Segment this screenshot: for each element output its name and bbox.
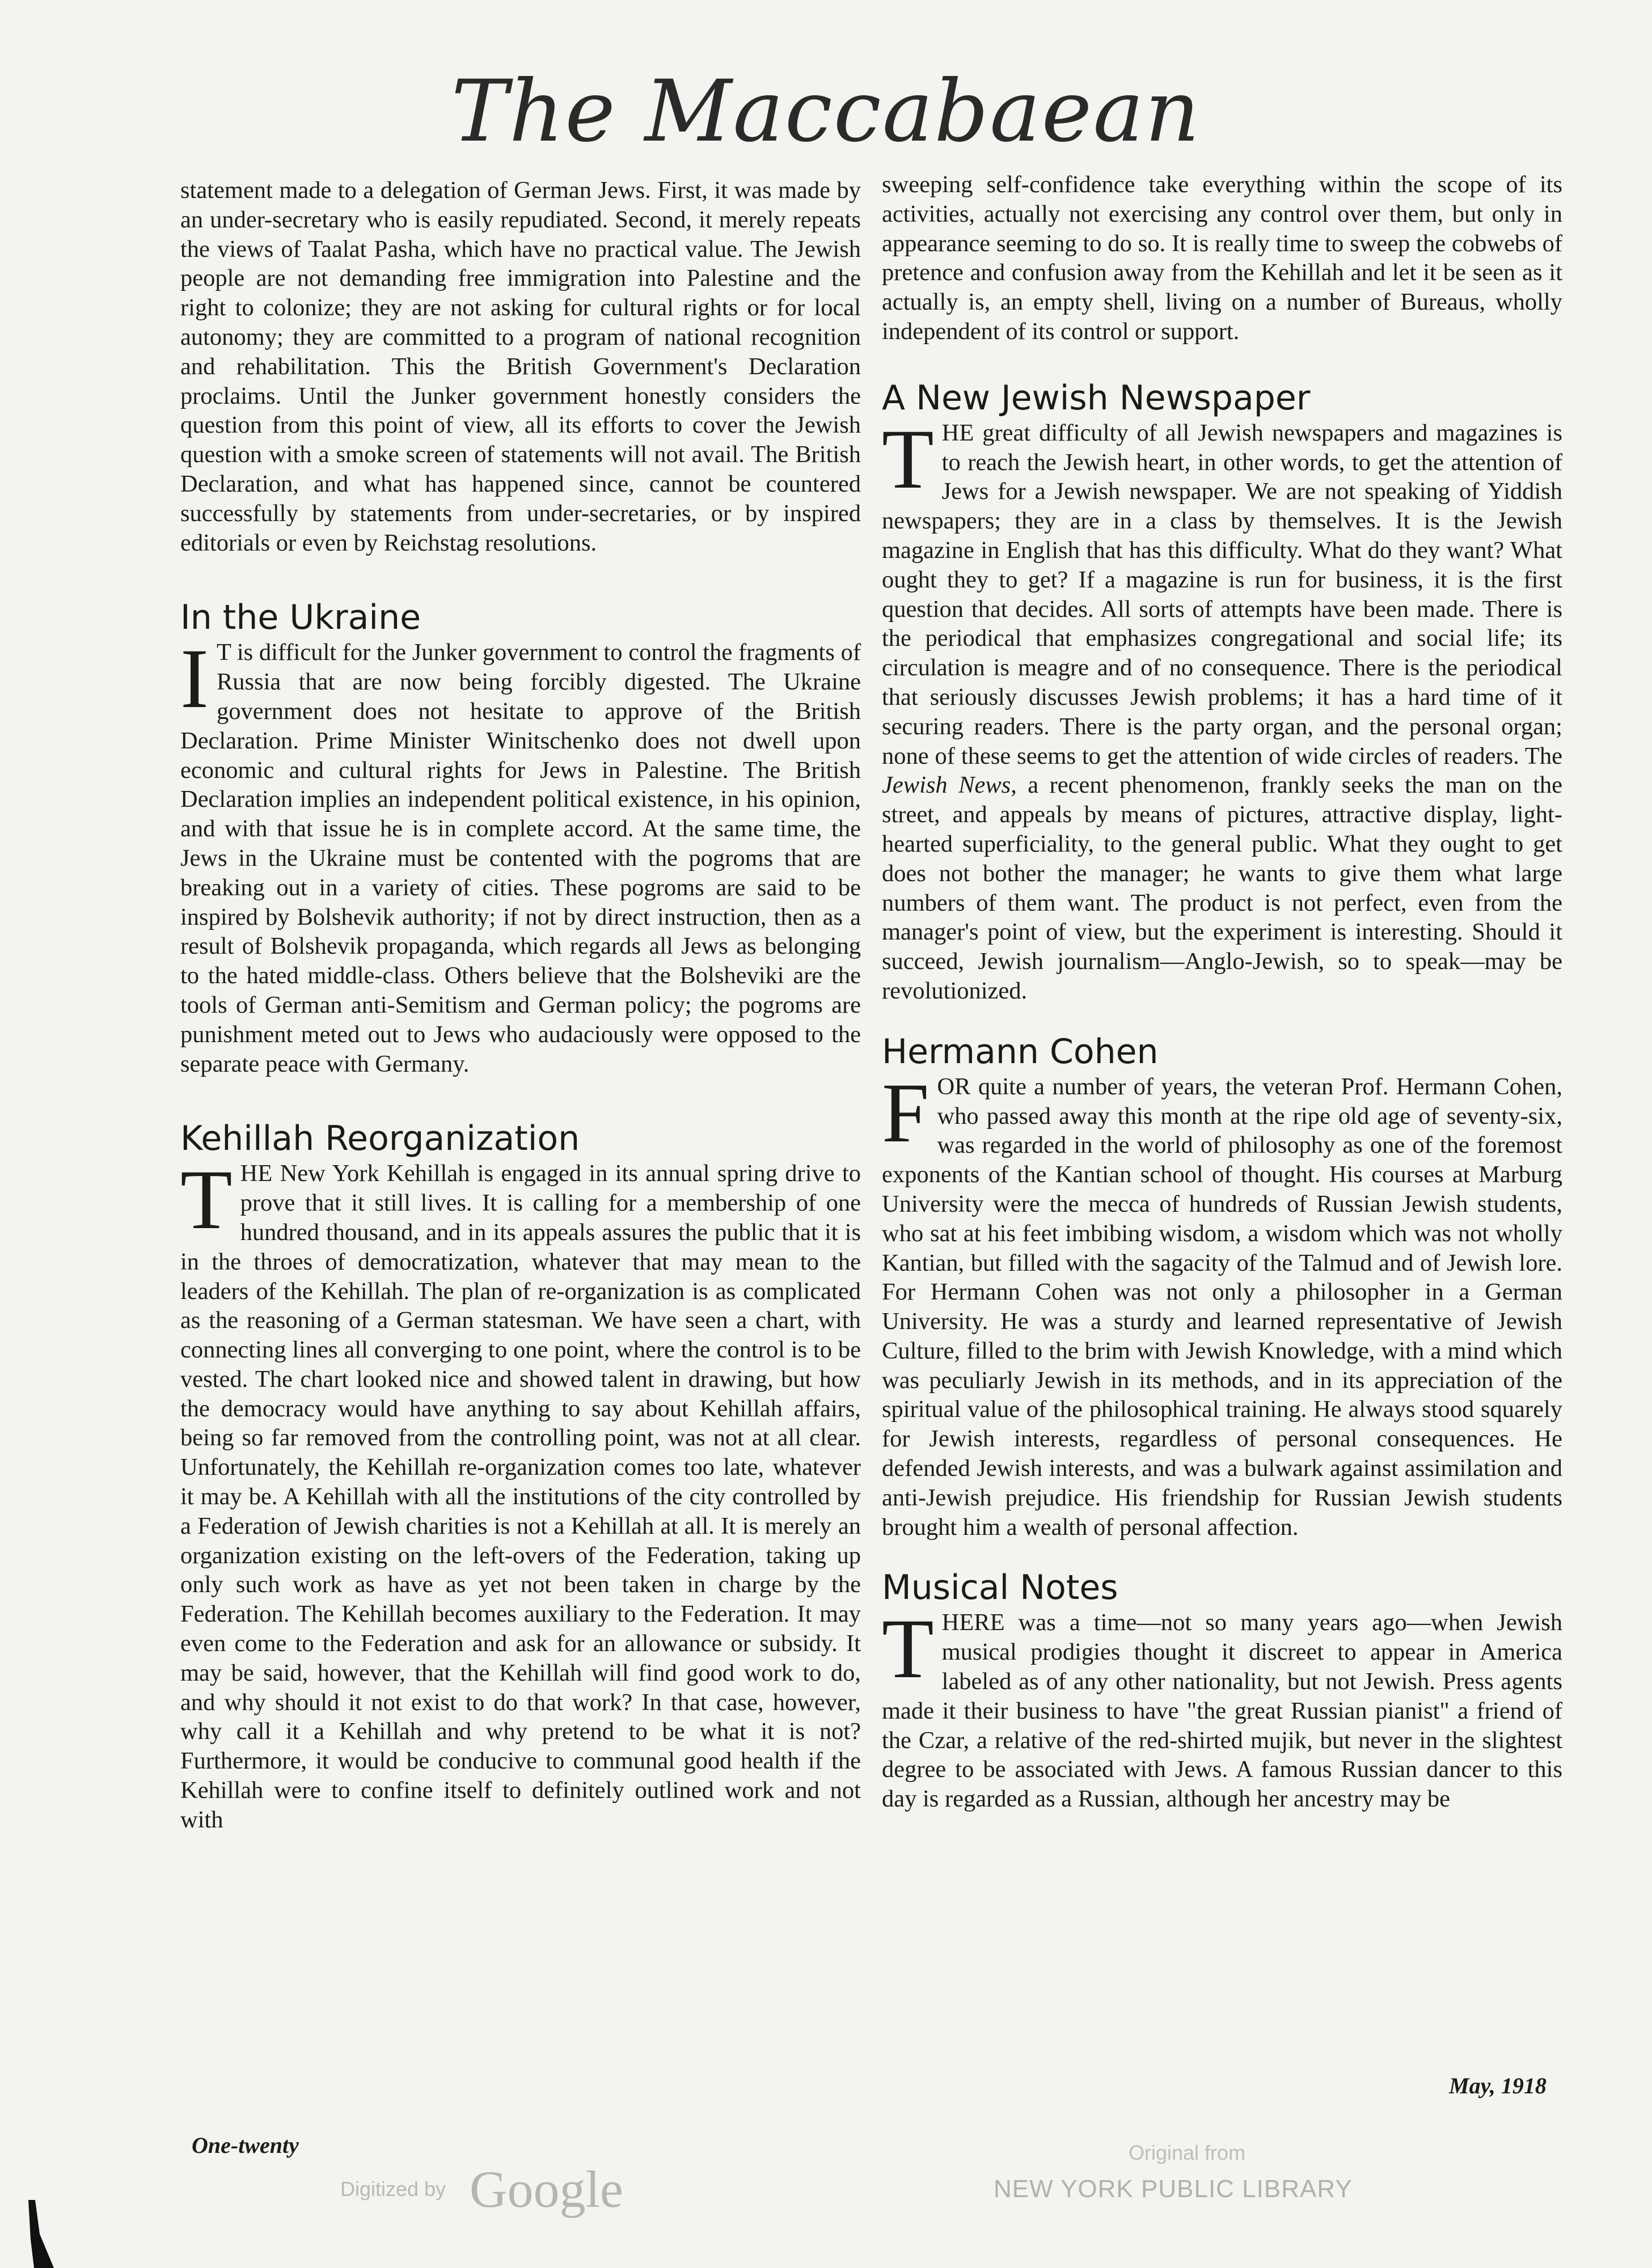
- jewish-news-title: Jewish News: [882, 772, 1011, 799]
- heading-hermann-cohen: Hermann Cohen: [882, 1031, 1159, 1072]
- right-intro-paragraph: sweeping self-confidence take everything within the scope of its activities, actually not exercising any control over them, but only in appearance seeming to do so. It is really time to sweep the cobwebs of pretence and confusion away from the Kehillah and let it be seen as it actually is, an empty shell, living on a number of Bureaus, wholly independent of its control or support.: [882, 171, 1562, 345]
- musical-paragraph: [882, 1602, 1562, 1814]
- section-musical-notes: [882, 1567, 1562, 1814]
- scan-edge-mark: [23, 2200, 57, 2268]
- musical-body: HERE was a time—not so many years ago—when Jewish musical prodigies thought it discreet to appear in America labeled as of any other nationality, but not Jewish. Press agents made it their business to have "the great Russian pianist" a friend of the Czar, a relative of the red-shirted mujik, but never in the slightest degree to be associated with Jews. A famous Russian dancer to this day is regarded as a Russian, although her ancestry may be: [882, 1609, 1562, 1813]
- ukraine-paragraph: [180, 632, 861, 1078]
- newspaper-paragraph: [882, 412, 1562, 1006]
- library-name: NEW YORK PUBLIC LIBRARY: [994, 2175, 1353, 2203]
- kehillah-body: HE New York Kehillah is engaged in its annual spring drive to prove that it still lives. It is calling for a membership of one hundred thousand, and in its appeals assures the public that it is in the throes of democratization, whatever that may mean to the leaders of the Kehillah. The plan of re-organization is as complicated as the reasoning of a German statesman. We have seen a chart, with connecting lines all converging to one point, where the control is to be vested. The chart looked nice and showed talent in drawing, but how the democracy would have anything to say about Kehillah affairs, being so far removed from the controlling point, was not at all clear. Unfortunately, the Kehillah re-organization comes too late, whatever it may be. A Kehillah with all the institutions of the city controlled by a Federation of Jewish charities is not a Kehillah at all. It is merely an organization existing on the left-overs of the Federation, taking up only such work as have as yet not been taken in charge by the Federation. The Kehillah becomes auxiliary to the Federation. It may even come to the Federation and ask for an allowance or subsidy. It may be said, however, that the Kehillah will find good work to do, and why should it not exist to do that work? In that case, however, why call it a Kehillah and why pretend to be what it is not? Furthermore, it would be conducive to communal good health if the Kehillah were to confine itself to definitely outlined work and not with: [180, 1160, 861, 1833]
- cohen-body: OR quite a number of years, the veteran Prof. Hermann Cohen, who passed away this month at the ripe old age of seventy-six, was regarded in the world of philosophy as one of the foremost exponents of the Kantian school of thought. His courses at Marburg University were the mecca of hundreds of Russian Jewish students, who sat at his feet imbibing wisdom, a wisdom which was not wholly Kantian, but filled with the sagacity of the Talmud and of Jewish lore. For Hermann Cohen was not only a philosopher in a German University. He was a sturdy and learned representative of Jewish Culture, filled to the brim with Jewish Knowledge, with a mind which was peculiarly Jewish in its methods, and in its appreciation of the spiritual value of the philosophical training. He always stood squarely for Jewish interests, regardless of personal consequences. He defended Jewish interests, and was a bulwark against assimilation and anti-Jewish prejudice. His friendship for Russian Jewish students brought him a wealth of personal affection.: [882, 1073, 1562, 1541]
- heading-a-new-jewish-newspaper: A New Jewish Newspaper: [882, 378, 1311, 418]
- right-column: [882, 170, 1562, 1814]
- dropcap-i: I: [180, 632, 209, 726]
- heading-in-the-ukraine: In the Ukraine: [180, 598, 421, 638]
- google-logo: Google: [470, 2160, 623, 2218]
- section-ukraine: [180, 597, 861, 1078]
- dropcap-t: T: [882, 1602, 934, 1696]
- heading-musical-notes: Musical Notes: [882, 1568, 1118, 1608]
- page-number: One-twenty: [192, 2132, 299, 2158]
- issue-date: May, 1918: [1449, 2073, 1547, 2098]
- section-hermann-cohen: [882, 1031, 1562, 1542]
- ukraine-body: T is difficult for the Junker government to control the fragments of Russia that are now being forcibly digested. The Ukraine government does not hesitate to approve of the British Declaration. Prime Minister Winitschenko does not dwell upon economic and cultural rights for Jews in Palestine. The British Declaration implies an independent political existence, in his opinion, and with that issue he is in complete accord. At the same time, the Jews in the Ukraine must be contented with the pogroms that are breaking out in a variety of cities. These pogroms are said to be inspired by Bolshevik authority; if not by direct instruction, then as a result of Bolshevik propaganda, which regards all Jews as belonging to the hated middle-class. Others believe that the Bolsheviki are the tools of German anti-Semitism and German policy; the pogroms are punishment meted out to Jews who audaciously were opposed to the separate peace with Germany.: [180, 639, 861, 1077]
- original-from-label: Original from: [1129, 2141, 1246, 2164]
- section-new-jewish-newspaper: [882, 378, 1562, 1006]
- newspaper-body-b: , a recent phenomenon, frankly seeks the man on the street, and appeals by means of pictures, attractive display, light-hearted superficiality, to the general public. What they ought to get does not bother the manager; he wants to give them what large numbers of them want. The product is not perfect, even from the manager's point of view, but the experiment is interesting. Should it succeed, Jewish journalism—Anglo-Jewish, so to speak—may be revolutionized.: [882, 772, 1562, 1004]
- kehillah-paragraph: [180, 1153, 861, 1834]
- left-intro-paragraph: statement made to a delegation of German Jews. First, it was made by an under-secretary who is easily repudiated. Second, it merely repeats the views of Taalat Pasha, which have no practical value. The Jewish people are not demanding free immigration into Palestine and the right to colonize; they are not asking for cultural rights or for local autonomy; they are committed to a program of national recognition and rehabilitation. This the British Government's Declaration proclaims. Until the Junker government honestly considers the question from this point of view, all its efforts to cover the Jewish question with a smoke screen of statements will not avail. The British Declaration, and what has happened since, cannot be countered successfully by statements from under-secretaries, or by inspired editorials or even by Reichstag resolutions.: [180, 177, 861, 556]
- dropcap-t: T: [882, 412, 934, 506]
- digitized-by-label: Digitized by: [340, 2177, 446, 2201]
- dropcap-f: F: [882, 1065, 929, 1160]
- cohen-paragraph: [882, 1065, 1562, 1542]
- section-kehillah: [180, 1118, 861, 1834]
- left-column: [180, 176, 861, 1835]
- newspaper-body-a: HE great difficulty of all Jewish newspapers and magazines is to reach the Jewish heart, in other words, to get the attention of Jews for a Jewish newspaper. We are not speaking of Yiddish newspapers; they are in a class by themselves. It is the Jewish magazine in English that has this difficulty. What do they want? What ought they to get? If a magazine is run for business, it is the first question that decides. All sorts of attempts have been made. There is the periodical that emphasizes congregational and social life; its circulation is meagre and of no consequence. There is the periodical that seriously discusses Jewish problems; it has a hard time of it securing readers. There is the party organ, and the personal organ; none of these seems to get the attention of wide circles of readers. The: [882, 419, 1562, 769]
- masthead-title: The Maccabaean: [451, 62, 1201, 161]
- heading-kehillah-reorganization: Kehillah Reorganization: [180, 1119, 580, 1159]
- dropcap-t: T: [180, 1153, 233, 1247]
